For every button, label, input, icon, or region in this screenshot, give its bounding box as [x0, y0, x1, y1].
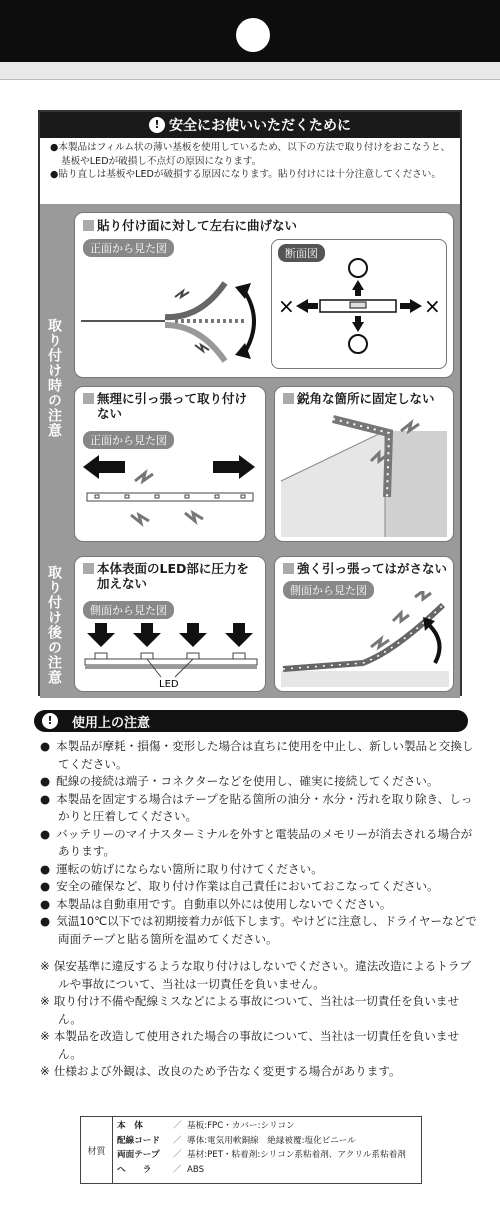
view-label: 側面から見た図 — [283, 581, 374, 599]
cross-section-box — [271, 239, 447, 369]
list-item: ● 本製品は自動車用です。自動車以外には使用しないでください。 — [40, 896, 480, 914]
panel-title: 本体表面のLED部に圧力を加えない — [83, 561, 259, 591]
lightning-icon — [135, 473, 153, 481]
list-item: ● 本製品が摩耗・損傷・変形した場合は直ちに使用を中止し、新しい製品と交換してください。 — [40, 738, 480, 773]
arrow-icon — [352, 280, 364, 290]
corner-diagram — [275, 411, 453, 541]
install-section — [40, 204, 460, 552]
usage-title-bar — [34, 710, 468, 732]
lightning-icon — [175, 291, 189, 297]
material-table — [80, 1116, 422, 1184]
safety-intro — [40, 138, 460, 182]
install-label: 取り付け時の注意 — [46, 318, 62, 438]
panel-title: 鋭角な箇所に固定しない — [283, 391, 435, 406]
lightning-icon — [415, 591, 431, 599]
circle-icon — [349, 335, 367, 353]
panel-title: 貼り付け面に対して左右に曲げない — [83, 218, 297, 233]
press-diagram — [75, 621, 265, 691]
lightning-icon — [401, 423, 419, 431]
list-item: ● 安全の確保など、取り付け作業は自己責任においておこなってください。 — [40, 878, 480, 896]
lightning-icon — [185, 513, 203, 521]
list-item: ● 本製品を固定する場合はテープを貼る箇所の油分・水分・汚れを取り除き、しっかりと圧着してください。 — [40, 791, 480, 826]
safety-title: 安全にお使いいただくために — [169, 118, 351, 134]
material-row: 両面テープ ／ 基材:PET・粘着剤:シリコン系粘着剤、アクリル系粘着剤 — [117, 1150, 406, 1160]
header-stripe — [0, 62, 500, 80]
view-label: 側面から見た図 — [83, 601, 174, 619]
arrow-icon — [239, 455, 255, 479]
safety-title-bar — [40, 112, 460, 138]
arrow-icon — [83, 455, 99, 479]
package-header — [0, 0, 500, 62]
note-item: ※ 保安基準に違反するような取り付けはしないでください。違法改造によるトラブルや事故について、当社は一切責任を負いません。 — [40, 958, 480, 993]
section-view-label: 断面図 — [278, 244, 325, 262]
lightning-icon — [131, 515, 149, 523]
material-row: へ ラ ／ ABS — [117, 1164, 205, 1175]
circle-icon — [349, 259, 367, 277]
note-item: ※ 仕様および外観は、改良のため予告なく変更する場合があります。 — [40, 1063, 480, 1081]
lightning-icon — [393, 613, 409, 621]
hang-hole — [236, 18, 270, 52]
cross-icon: × — [278, 294, 295, 318]
arrow-icon — [410, 299, 422, 313]
bend-diagram — [75, 249, 275, 378]
usage-title: 使用上の注意 — [72, 715, 151, 731]
list-item: ● 運転の妨げにならない箇所に取り付けてください。 — [40, 861, 480, 879]
intro-line: ●貼り直しは基板やLEDが破損する原因になります。貼り付けには十分注意してください。 — [50, 169, 441, 180]
panel-press — [74, 556, 266, 692]
material-label: 材質 — [81, 1117, 113, 1183]
arrow-icon — [296, 299, 308, 313]
warning-icon: ! — [149, 117, 165, 133]
panel-title: 強く引っ張ってはがさない — [283, 561, 447, 576]
usage-list — [40, 738, 480, 948]
after-install-section — [40, 552, 460, 698]
warning-icon: ! — [42, 713, 58, 729]
panel-title: 無理に引っ張って取り付けない — [83, 391, 259, 421]
list-item: ● 気温10℃以下では初期接着力が低下します。やけどに注意し、ドライヤーなどで両面テープと貼る箇所を温めてください。 — [40, 913, 480, 948]
panel-bend — [74, 212, 454, 378]
panel-corner — [274, 386, 454, 542]
safety-box — [38, 110, 462, 696]
material-row: 配線コード ／ 導体:電気用軟銅線 絶縁被覆:塩化ビニール — [117, 1135, 356, 1146]
note-item: ※ 本製品を改造して使用された場合の事故について、当社は一切責任を負いません。 — [40, 1028, 480, 1063]
view-label: 正面から見た図 — [83, 239, 174, 257]
panel-pull — [74, 386, 266, 542]
cross-icon: × — [424, 294, 441, 318]
lightning-icon — [195, 345, 209, 351]
panel-peel — [274, 556, 454, 692]
lightning-icon — [371, 639, 389, 647]
curved-arrow-icon — [427, 623, 440, 663]
after-install-label: 取り付け後の注意 — [46, 565, 62, 685]
led-label: LED — [159, 679, 179, 690]
view-label: 正面から見た図 — [83, 431, 174, 449]
peel-diagram — [275, 591, 453, 691]
list-item: ● 配線の接続は端子・コネクターなどを使用し、確実に接続してください。 — [40, 773, 480, 791]
material-row: 本 体 ／ 基板:FPC・カバー:シリコン — [117, 1121, 295, 1131]
note-item: ※ 取り付け不備や配線ミスなどによる事故について、当社は一切責任を負いません。 — [40, 993, 480, 1028]
arrow-icon — [352, 322, 364, 332]
pull-diagram — [75, 451, 265, 541]
disclaimer-list — [40, 958, 480, 1081]
intro-line: ●本製品はフィルム状の薄い基板を使用しているため、以下の方法で取り付けをおこなうと、基板やLEDが破損し不点灯の原因になります。 — [50, 142, 451, 167]
list-item: ● バッテリーのマイナスターミナルを外すと電装品のメモリーが消去される場合があります。 — [40, 826, 480, 861]
